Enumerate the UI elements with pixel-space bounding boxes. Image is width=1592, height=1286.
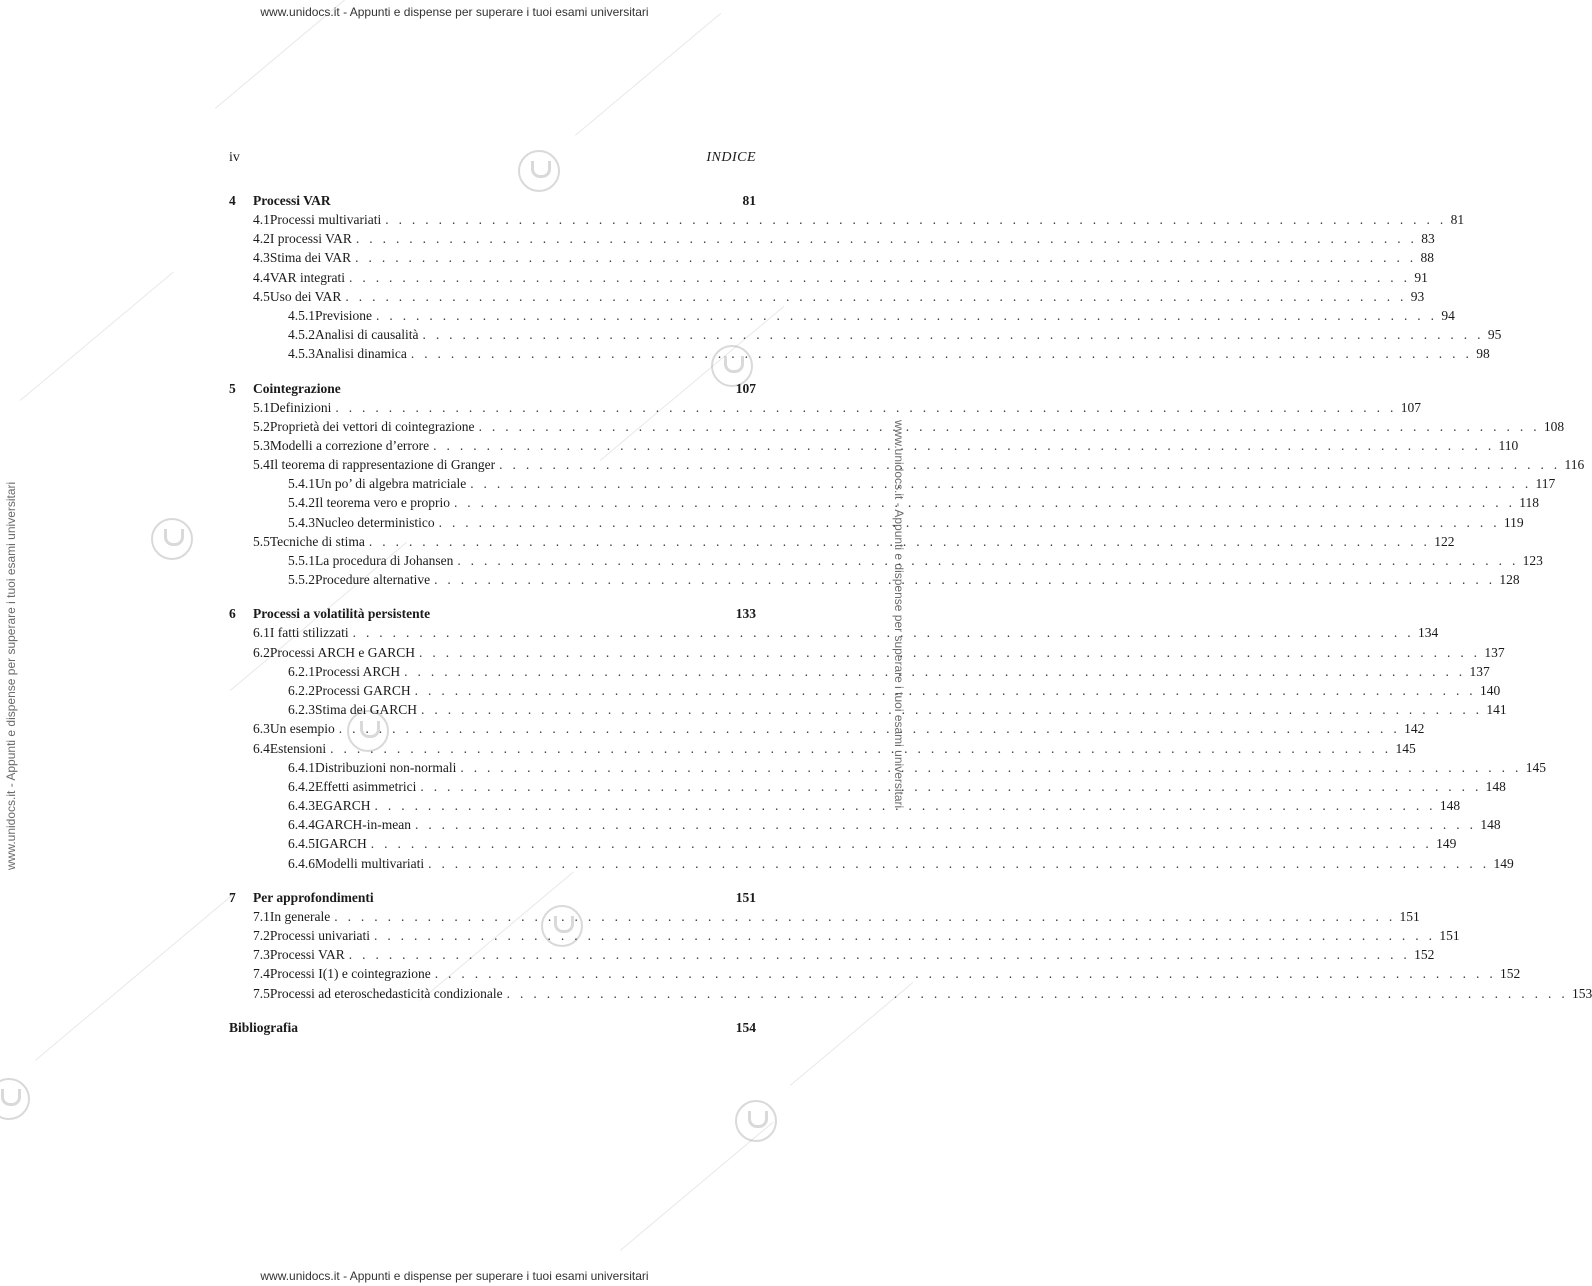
- dot-leader: . . . . . . . . . . . . . . . . . . . . . . . . . . . . . . . . . . . . . . . . . . . . . . . . . . . . . . . . . . . . . . . . . . . . . . . . . . . . . . . .: [414, 817, 1477, 833]
- entry-page: 141: [1486, 702, 1507, 718]
- toc-subsection-row[interactable]: [229, 327, 1502, 346]
- entry-page: 83: [1421, 231, 1435, 247]
- entry-title: Processi ARCH: [315, 663, 401, 679]
- toc-section-row[interactable]: [229, 928, 1460, 947]
- entry-title: Tecniche di stima: [269, 533, 365, 549]
- entry-number: 5.3: [253, 437, 270, 453]
- entry-title: Distribuzioni non-normali: [315, 759, 457, 775]
- toc-chapter-block: [229, 380, 1585, 592]
- entry-number: 5.5: [253, 533, 270, 549]
- watermark-line: [575, 13, 721, 136]
- entry-title: Stima dei GARCH: [315, 702, 418, 718]
- entry-number: 6.1: [253, 625, 270, 641]
- dot-leader: . . . . . . . . . . . . . . . . . . . . . . . . . . . . . . . . . . . . . . . . . . . . . . . . . . . . . . . . . . . . . . . . . . . . . . . . . . . . . . . .: [410, 346, 1473, 362]
- entry-number: 6.2: [253, 644, 270, 660]
- toc-chapter-heading[interactable]: [229, 1020, 756, 1039]
- entry-number: 4.5.2: [288, 327, 315, 343]
- toc-subsection-row[interactable]: [229, 836, 1457, 855]
- dot-leader: . . . . . . . . . . . . . . . . . . . . . . . . . . . . . . . . . . . . . . . . . . . . . . . . . . . . . . . . . . . . . . . . . . . . . . . . . . . . . . . .: [355, 231, 1418, 247]
- dot-leader: . . . . . . . . . . . . . . . . . . . . . . . . . . . . . . . . . . . . . . . . . . . . . . . . . . . . . . . . . . . . . . . . . . . . . . . . . . . . . . . .: [414, 682, 1476, 698]
- toc-subsection-row[interactable]: [229, 663, 1490, 683]
- entry-page: 123: [1522, 553, 1543, 568]
- entry-number: 7.3: [253, 947, 270, 963]
- toc-chapter-heading[interactable]: [229, 381, 756, 400]
- dot-leader: . . . . . . . . . . . . . . . . . . . . . . . . . . . . . . . . . . . . . . . . . . . . . . . . . . . . . . . . . . . . . . . . . . . . . . . . . . . . . . . .: [330, 740, 1392, 756]
- dot-leader: . . . . . . . . . . . . . . . . . . . . . . . . . . . . . . . . . . . . . . . . . . . . . . . . . . . . . . . . . . . . . . . . . . . . . . . . . . . . . . . .: [421, 702, 1483, 718]
- dot-leader: . . . . . . . . . . . . . . . . . . . . . . . . . . . . . . . . . . . . . . . . . . . . . . . . . . . . . . . . . . . . . . . . . . . . . . . . . . . . . . . .: [334, 908, 1396, 924]
- entry-page: 151: [1399, 908, 1420, 924]
- watermark-logo-icon: [151, 518, 193, 560]
- toc-section-row[interactable]: [229, 966, 1521, 985]
- entry-number: 5.4.3: [288, 514, 315, 530]
- entry-title: Modelli a correzione d’errore: [269, 437, 430, 453]
- entry-title: Processi ad eteroschedasticità condizionale: [269, 985, 503, 1001]
- dot-leader: . . . . . . . . . . . . . . . . . . . . . . . . . . . . . . . . . . . . . . . . . . . . . . . . . . . . . . . . . . . . . . . . . . . . . . . . . . . . . . . .: [499, 457, 1561, 473]
- dot-leader: . . . . . . . . . . . . . . . . . . . . . . . . . . . . . . . . . . . . . . . . . . . . . . . . . . . . . . . . . . . . . . . . . . . . . . . . . . . . . . . .: [434, 572, 1496, 588]
- dot-leader: . . . . . . . . . . . . . . . . . . . . . . . . . . . . . . . . . . . . . . . . . . . . . . . . . . . . . . . . . . . . . . . . . . . . . . . . . . . . . . . .: [345, 288, 1407, 304]
- entry-title: Processi GARCH: [315, 682, 411, 698]
- dot-leader: . . . . . . . . . . . . . . . . . . . . . . . . . . . . . . . . . . . . . . . . . . . . . . . . . . . . . . . . . . . . . . . . . . . . . . . . . . . . . . . .: [457, 553, 1519, 568]
- entry-page: 98: [1476, 346, 1490, 362]
- toc-subsection-row[interactable]: [229, 476, 1556, 495]
- entry-number: 4.1: [253, 212, 270, 227]
- entry-number: 6.4: [253, 740, 270, 756]
- toc-chapter-heading[interactable]: [229, 193, 756, 212]
- entry-page: 151: [1439, 928, 1460, 943]
- dot-leader: . . . . . . . . . . . . . . . . . . . . . . . . . . . . . . . . . . . . . . . . . . . . . . . . . . . . . . . . . . . . . . . . . . . . . . . . . . . . . . . .: [460, 759, 1522, 775]
- dot-leader: . . . . . . . . . . . . . . . . . . . . . . . . . . . . . . . . . . . . . . . . . . . . . . . . . . . . . . . . . . . . . . . . . . . . . . . . . . . . . . . .: [419, 644, 1481, 660]
- entry-number: 7.5: [253, 985, 270, 1001]
- entry-number: 6.2.1: [288, 663, 315, 679]
- entry-title: Processi multivariati: [269, 212, 382, 227]
- chapter-page: 154: [735, 1019, 756, 1035]
- dot-leader: . . . . . . . . . . . . . . . . . . . . . . . . . . . . . . . . . . . . . . . . . . . . . . . . . . . . . . . . . . . . . . . . . . . . . . . . . . . . . . . .: [373, 928, 1436, 943]
- watermark-line: [20, 271, 174, 400]
- entry-number: 6.4.6: [288, 855, 315, 871]
- entry-page: 140: [1479, 682, 1501, 698]
- entry-title: GARCH-in-mean: [315, 817, 411, 833]
- entry-title: Analisi di causalità: [315, 327, 419, 343]
- toc-subsection-row[interactable]: [229, 798, 1461, 817]
- toc-section-row[interactable]: [229, 947, 1435, 966]
- entry-page: 148: [1439, 798, 1461, 814]
- entry-title: Proprietà dei vettori di cointegrazione: [269, 418, 475, 434]
- entry-number: 6.4.4: [288, 817, 315, 833]
- toc-section-row[interactable]: [229, 250, 1434, 269]
- entry-title: Procedure alternative: [315, 572, 431, 588]
- toc-subsection-row[interactable]: [229, 855, 1514, 875]
- entry-number: 6.4.3: [288, 798, 315, 814]
- dot-leader: . . . . . . . . . . . . . . . . . . . . . . . . . . . . . . . . . . . . . . . . . . . . . . . . . . . . . . . . . . . . . . . . . . . . . . . . . . . . . . . .: [478, 418, 1540, 434]
- chapter-title: Cointegrazione: [253, 380, 341, 396]
- watermark-logo-icon: [0, 1078, 30, 1120]
- dot-leader: . . . . . . . . . . . . . . . . . . . . . . . . . . . . . . . . . . . . . . . . . . . . . . . . . . . . . . . . . . . . . . . . . . . . . . . . . . . . . . . .: [453, 495, 1516, 511]
- toc-chapter-heading[interactable]: [229, 606, 756, 625]
- dot-leader: . . . . . . . . . . . . . . . . . . . . . . . . . . . . . . . . . . . . . . . . . . . . . . . . . . . . . . . . . . . . . . . . . . . . . . . . . . . . . . . .: [335, 399, 1397, 415]
- entry-number: 6.2.3: [288, 702, 315, 718]
- chapter-page: 107: [735, 380, 756, 396]
- toc-subsection-row[interactable]: [229, 307, 1455, 327]
- toc-section-row[interactable]: [229, 985, 1592, 1005]
- watermark-line: [35, 893, 235, 1061]
- toc-chapter-block: [229, 193, 1502, 366]
- toc-section-row[interactable]: [229, 437, 1519, 457]
- dot-leader: . . . . . . . . . . . . . . . . . . . . . . . . . . . . . . . . . . . . . . . . . . . . . . . . . . . . . . . . . . . . . . . . . . . . . . . . . . . . . . . .: [338, 721, 1401, 737]
- entry-page: 94: [1441, 307, 1455, 323]
- toc-subsection-row[interactable]: [229, 702, 1507, 721]
- dot-leader: . . . . . . . . . . . . . . . . . . . . . . . . . . . . . . . . . . . . . . . . . . . . . . . . . . . . . . . . . . . . . . . . . . . . . . . . . . . . . . . .: [422, 327, 1484, 343]
- entry-number: 7.1: [253, 908, 270, 924]
- entry-page: 137: [1469, 663, 1490, 679]
- dot-leader: . . . . . . . . . . . . . . . . . . . . . . . . . . . . . . . . . . . . . . . . . . . . . . . . . . . . . . . . . . . . . . . . . . . . . . . . . . . . . . . .: [428, 855, 1490, 871]
- entry-page: 108: [1543, 418, 1565, 434]
- entry-number: 4.4: [253, 269, 270, 285]
- page-number: iv: [229, 150, 240, 165]
- toc-subsection-row[interactable]: [229, 682, 1501, 702]
- entry-number: 5.4: [253, 457, 270, 473]
- dot-leader: . . . . . . . . . . . . . . . . . . . . . . . . . . . . . . . . . . . . . . . . . . . . . . . . . . . . . . . . . . . . . . . . . . . . . . . . . . . . . . . .: [370, 836, 1433, 852]
- watermark-bottom-text: www.unidocs.it - Appunti e dispense per superare i tuoi esami universitari: [260, 1269, 649, 1283]
- chapter-page: 133: [735, 606, 756, 622]
- entry-page: 128: [1499, 572, 1520, 588]
- entry-number: 5.5.1: [288, 553, 315, 568]
- chapter-title: Bibliografia: [229, 1019, 299, 1035]
- entry-page: 95: [1487, 327, 1502, 343]
- dot-leader: . . . . . . . . . . . . . . . . . . . . . . . . . . . . . . . . . . . . . . . . . . . . . . . . . . . . . . . . . . . . . . . . . . . . . . . . . . . . . . . .: [470, 476, 1532, 492]
- watermark-right-vertical-text: www.unidocs.it - Appunti e dispense per superare i tuoi esami universitari: [892, 420, 906, 809]
- dot-leader: . . . . . . . . . . . . . . . . . . . . . . . . . . . . . . . . . . . . . . . . . . . . . . . . . . . . . . . . . . . . . . . . . . . . . . . . . . . . . . . .: [433, 437, 1495, 453]
- entry-page: 118: [1519, 495, 1540, 511]
- entry-page: 88: [1420, 250, 1434, 266]
- entry-title: VAR integrati: [269, 269, 345, 285]
- entry-number: 4.5.3: [288, 346, 315, 362]
- watermark-logo-icon: [518, 150, 560, 192]
- entry-page: 119: [1503, 514, 1524, 530]
- toc-section-row[interactable]: [229, 721, 1425, 740]
- chapter-number: 6: [229, 606, 236, 622]
- entry-page: 110: [1498, 437, 1519, 453]
- toc-chapter-heading[interactable]: [229, 890, 756, 909]
- toc-section-row[interactable]: [229, 533, 1455, 553]
- watermark-logo-icon: [735, 1100, 777, 1142]
- entry-number: 5.2: [253, 418, 270, 434]
- chapter-page: 81: [742, 193, 756, 208]
- entry-page: 107: [1400, 399, 1421, 415]
- entry-number: 4.5: [253, 288, 270, 304]
- entry-page: 153: [1572, 985, 1592, 1001]
- watermark-left-vertical-text: www.unidocs.it - Appunti e dispense per superare i tuoi esami universitari: [4, 481, 18, 870]
- toc-subsection-row[interactable]: [229, 759, 1546, 779]
- dot-leader: . . . . . . . . . . . . . . . . . . . . . . . . . . . . . . . . . . . . . . . . . . . . . . . . . . . . . . . . . . . . . . . . . . . . . . . . . . . . . . . .: [368, 533, 1431, 549]
- entry-title: Stima dei VAR: [269, 250, 352, 266]
- entry-title: Analisi dinamica: [315, 346, 407, 362]
- toc-subsection-row[interactable]: [229, 346, 1490, 365]
- toc-subsection-row[interactable]: [229, 495, 1540, 514]
- entry-number: 5.4.1: [288, 476, 315, 492]
- dot-leader: . . . . . . . . . . . . . . . . . . . . . . . . . . . . . . . . . . . . . . . . . . . . . . . . . . . . . . . . . . . . . . . . . . . . . . . . . . . . . . . .: [349, 269, 1411, 285]
- entry-title: Previsione: [315, 307, 372, 323]
- entry-page: 149: [1493, 855, 1514, 871]
- entry-title: Definizioni: [269, 399, 332, 415]
- entry-title: Un esempio: [269, 721, 335, 737]
- dot-leader: . . . . . . . . . . . . . . . . . . . . . . . . . . . . . . . . . . . . . . . . . . . . . . . . . . . . . . . . . . . . . . . . . . . . . . . . . . . . . . . .: [348, 947, 1411, 963]
- chapter-number: 4: [229, 193, 236, 208]
- entry-page: 81: [1450, 212, 1465, 227]
- entry-title: Uso dei VAR: [269, 288, 342, 304]
- entry-page: 149: [1436, 836, 1457, 852]
- toc-section-row[interactable]: [229, 740, 1416, 760]
- entry-title: I processi VAR: [269, 231, 352, 247]
- toc-subsection-row[interactable]: [229, 778, 1506, 798]
- entry-number: 5.4.2: [288, 495, 315, 511]
- entry-number: 6.4.2: [288, 778, 315, 794]
- chapter-number: 7: [229, 889, 236, 905]
- entry-page: 148: [1480, 817, 1501, 833]
- entry-title: Modelli multivariati: [315, 855, 425, 871]
- toc-section-row[interactable]: [229, 399, 1421, 419]
- entry-number: 4.5.1: [288, 307, 315, 323]
- entry-page: 145: [1525, 759, 1546, 775]
- entry-number: 7.2: [253, 928, 270, 943]
- dot-leader: . . . . . . . . . . . . . . . . . . . . . . . . . . . . . . . . . . . . . . . . . . . . . . . . . . . . . . . . . . . . . . . . . . . . . . . . . . . . . . . .: [438, 514, 1500, 530]
- toc-section-row[interactable]: [229, 288, 1425, 308]
- toc-section-row[interactable]: [229, 418, 1565, 438]
- entry-title: I fatti stilizzati: [269, 625, 349, 641]
- toc-subsection-row[interactable]: [229, 553, 1543, 572]
- toc-chapter-block: [229, 889, 1592, 1005]
- entry-page: 148: [1485, 778, 1506, 794]
- entry-page: 137: [1484, 644, 1505, 660]
- entry-title: Effetti asimmetrici: [315, 778, 417, 794]
- chapter-title: Per approfondimenti: [253, 889, 374, 905]
- toc-subsection-row[interactable]: [229, 514, 1524, 534]
- dot-leader: . . . . . . . . . . . . . . . . . . . . . . . . . . . . . . . . . . . . . . . . . . . . . . . . . . . . . . . . . . . . . . . . . . . . . . . . . . . . . . . .: [374, 798, 1436, 814]
- entry-number: 4.2: [253, 231, 270, 247]
- dot-leader: . . . . . . . . . . . . . . . . . . . . . . . . . . . . . . . . . . . . . . . . . . . . . . . . . . . . . . . . . . . . . . . . . . . . . . . . . . . . . . . .: [420, 778, 1482, 794]
- chapter-page: 151: [735, 889, 756, 905]
- entry-page: 122: [1434, 533, 1455, 549]
- entry-page: 142: [1404, 721, 1425, 737]
- entry-page: 152: [1500, 966, 1521, 982]
- entry-title: Il teorema vero e proprio: [315, 495, 450, 511]
- entry-title: Processi I(1) e cointegrazione: [269, 966, 431, 982]
- watermark-top-text: www.unidocs.it - Appunti e dispense per superare i tuoi esami universitari: [260, 5, 649, 19]
- entry-title: Il teorema di rappresentazione di Granger: [269, 457, 496, 473]
- toc-section-row[interactable]: [229, 231, 1435, 250]
- toc-section-row[interactable]: [229, 644, 1505, 664]
- dot-leader: . . . . . . . . . . . . . . . . . . . . . . . . . . . . . . . . . . . . . . . . . . . . . . . . . . . . . . . . . . . . . . . . . . . . . . . . . . . . . . . .: [355, 250, 1417, 266]
- entry-title: Estensioni: [269, 740, 327, 756]
- entry-title: La procedura di Johansen: [315, 553, 454, 568]
- running-title: INDICE: [706, 150, 756, 165]
- entry-number: 5.5.2: [288, 572, 315, 588]
- dot-leader: . . . . . . . . . . . . . . . . . . . . . . . . . . . . . . . . . . . . . . . . . . . . . . . . . . . . . . . . . . . . . . . . . . . . . . . . . . . . . . . .: [434, 966, 1497, 982]
- entry-title: Un po’ di algebra matriciale: [315, 476, 467, 492]
- dot-leader: . . . . . . . . . . . . . . . . . . . . . . . . . . . . . . . . . . . . . . . . . . . . . . . . . . . . . . . . . . . . . . . . . . . . . . . . . . . . . . . .: [376, 307, 1438, 323]
- entry-number: 6.2.2: [288, 682, 315, 698]
- entry-page: 91: [1414, 269, 1428, 285]
- entry-title: Processi VAR: [269, 947, 345, 963]
- toc-subsection-row[interactable]: [229, 817, 1501, 836]
- entry-page: 116: [1564, 457, 1585, 473]
- toc-chapter-block: [229, 1020, 756, 1039]
- dot-leader: . . . . . . . . . . . . . . . . . . . . . . . . . . . . . . . . . . . . . . . . . . . . . . . . . . . . . . . . . . . . . . . . . . . . . . . . . . . . . . . .: [352, 625, 1414, 641]
- entry-page: 152: [1414, 947, 1435, 963]
- entry-number: 6.3: [253, 721, 270, 737]
- toc-subsection-row[interactable]: [229, 572, 1520, 591]
- entry-number: 4.3: [253, 250, 270, 266]
- toc-section-row[interactable]: [229, 908, 1420, 928]
- toc-section-row[interactable]: [229, 457, 1585, 476]
- entry-number: 6.4.1: [288, 759, 315, 775]
- dot-leader: . . . . . . . . . . . . . . . . . . . . . . . . . . . . . . . . . . . . . . . . . . . . . . . . . . . . . . . . . . . . . . . . . . . . . . . . . . . . . . . .: [404, 663, 1466, 679]
- chapter-number: 5: [229, 380, 236, 396]
- entry-page: 145: [1395, 740, 1416, 756]
- entry-title: IGARCH: [315, 836, 367, 852]
- entry-title: Processi univariati: [269, 928, 370, 943]
- entry-title: Nucleo deterministico: [315, 514, 435, 530]
- entry-number: 7.4: [253, 966, 270, 982]
- entry-page: 93: [1410, 288, 1425, 304]
- entry-page: 134: [1417, 625, 1439, 641]
- entry-title: In generale: [269, 908, 331, 924]
- chapter-title: Processi VAR: [253, 193, 331, 208]
- toc-section-row[interactable]: [229, 269, 1428, 289]
- toc-section-row[interactable]: [229, 212, 1465, 231]
- dot-leader: . . . . . . . . . . . . . . . . . . . . . . . . . . . . . . . . . . . . . . . . . . . . . . . . . . . . . . . . . . . . . . . . . . . . . . . . . . . . . . . .: [506, 985, 1568, 1001]
- entry-page: 117: [1535, 476, 1556, 492]
- toc-section-row[interactable]: [229, 625, 1439, 644]
- entry-number: 6.4.5: [288, 836, 315, 852]
- entry-title: Processi ARCH e GARCH: [269, 644, 416, 660]
- dot-leader: . . . . . . . . . . . . . . . . . . . . . . . . . . . . . . . . . . . . . . . . . . . . . . . . . . . . . . . . . . . . . . . . . . . . . . . . . . . . . . . .: [385, 212, 1447, 227]
- entry-title: EGARCH: [315, 798, 371, 814]
- chapter-title: Processi a volatilità persistente: [253, 606, 431, 622]
- entry-number: 5.1: [253, 399, 270, 415]
